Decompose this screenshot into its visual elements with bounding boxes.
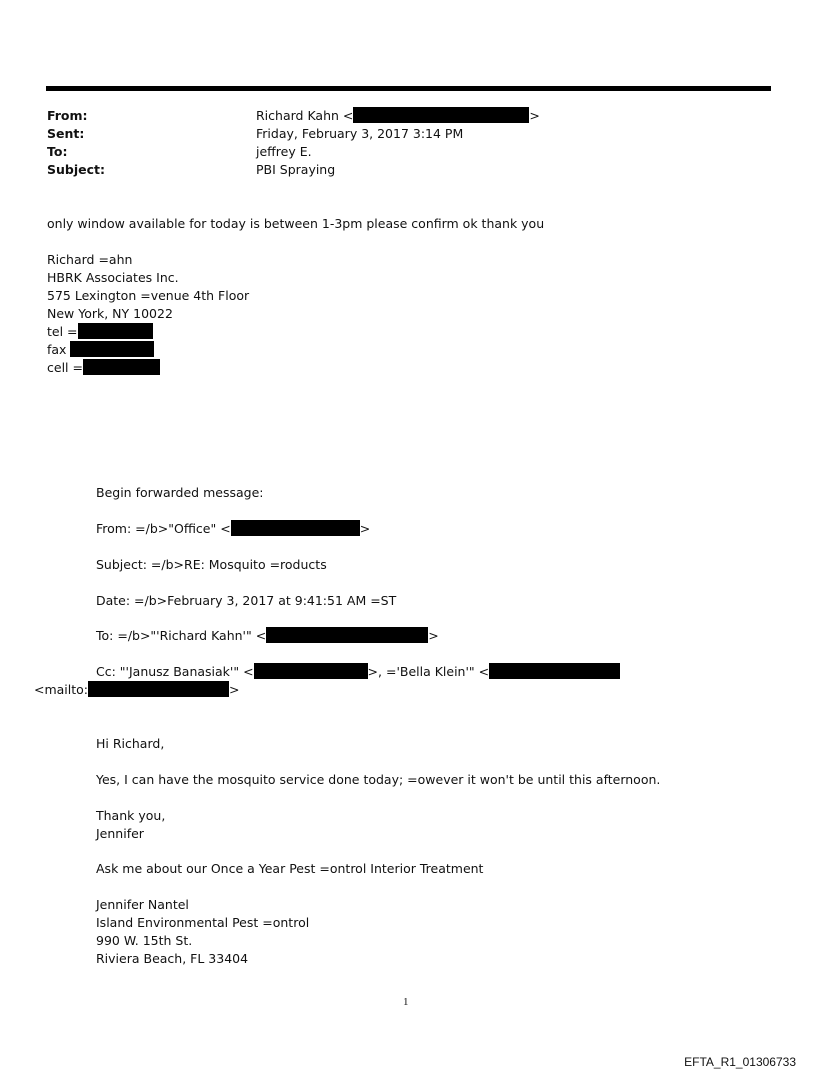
- sent-value: Friday, February 3, 2017 3:14 PM: [256, 126, 464, 141]
- forward-to-suffix: >: [428, 628, 439, 643]
- redaction-box: [254, 663, 368, 679]
- redaction-box: [353, 107, 529, 123]
- signature-fax: [47, 341, 154, 359]
- forward-mailto: [34, 681, 240, 699]
- forward-date: Date: =/b>February 3, 2017 at 9:41:51 AM =ST: [96, 593, 397, 608]
- forward-sig-company: Island Environmental Pest =ontrol: [96, 915, 310, 930]
- to-label: To:: [47, 144, 68, 159]
- signature-address: 575 Lexington =venue 4th Floor: [47, 288, 250, 303]
- fax-label: fax: [47, 342, 67, 357]
- from-label: From:: [47, 108, 88, 123]
- subject-label: Subject:: [47, 162, 105, 177]
- redaction-box: [266, 627, 428, 643]
- redaction-box: [88, 681, 229, 697]
- redaction-box: [231, 520, 360, 536]
- forward-to: [96, 627, 439, 645]
- mailto-prefix: <mailto:: [34, 682, 89, 697]
- header-divider: [46, 86, 771, 91]
- sent-label: Sent:: [47, 126, 85, 141]
- forward-cc-middle: >, ='Bella Klein'" <: [367, 664, 490, 679]
- signature-tel: [47, 323, 153, 341]
- signature-name: Richard =ahn: [47, 252, 133, 267]
- document-id: EFTA_R1_01306733: [684, 1055, 796, 1069]
- forward-thanks: Thank you,: [96, 808, 166, 823]
- signature-company: HBRK Associates Inc.: [47, 270, 179, 285]
- forward-sig-street: 990 W. 15th St.: [96, 933, 193, 948]
- forward-from: [96, 520, 370, 538]
- signature-cell: [47, 359, 160, 377]
- forward-text: Yes, I can have the mosquito service done today; =owever it won't be until this afternoon.: [96, 772, 661, 787]
- redaction-box: [78, 323, 153, 339]
- page-number: 1: [403, 996, 409, 1008]
- from-close: >: [529, 108, 540, 123]
- forward-promo: Ask me about our Once a Year Pest =ontrol Interior Treatment: [96, 861, 484, 876]
- to-value: jeffrey E.: [256, 144, 312, 159]
- from-value: [256, 107, 540, 125]
- forward-subject: Subject: =/b>RE: Mosquito =roducts: [96, 557, 327, 572]
- subject-value: PBI Spraying: [256, 162, 336, 177]
- forward-begin: Begin forwarded message:: [96, 485, 264, 500]
- forward-sig-name: Jennifer Nantel: [96, 897, 189, 912]
- forward-cc: [96, 663, 620, 681]
- mailto-suffix: >: [229, 682, 240, 697]
- forward-cc-prefix: Cc: "'Janusz Banasiak'" <: [96, 664, 254, 679]
- forward-sig-city: Riviera Beach, FL 33404: [96, 951, 249, 966]
- forward-name-short: Jennifer: [96, 826, 144, 841]
- forward-from-suffix: >: [359, 521, 371, 536]
- from-name: Richard Kahn <: [256, 108, 354, 123]
- forward-greeting: Hi Richard,: [96, 736, 165, 751]
- forward-from-prefix: From: =/b>"Office" <: [96, 521, 231, 536]
- tel-label: tel =: [47, 324, 78, 339]
- forward-to-prefix: To: =/b>"'Richard Kahn'" <: [96, 628, 267, 643]
- redaction-box: [489, 663, 620, 679]
- redaction-box: [83, 359, 160, 375]
- signature-city: New York, NY 10022: [47, 306, 173, 321]
- cell-label: cell =: [47, 360, 83, 375]
- message-text: only window available for today is between 1-3pm please confirm ok thank you: [47, 216, 545, 231]
- redaction-box: [70, 341, 154, 357]
